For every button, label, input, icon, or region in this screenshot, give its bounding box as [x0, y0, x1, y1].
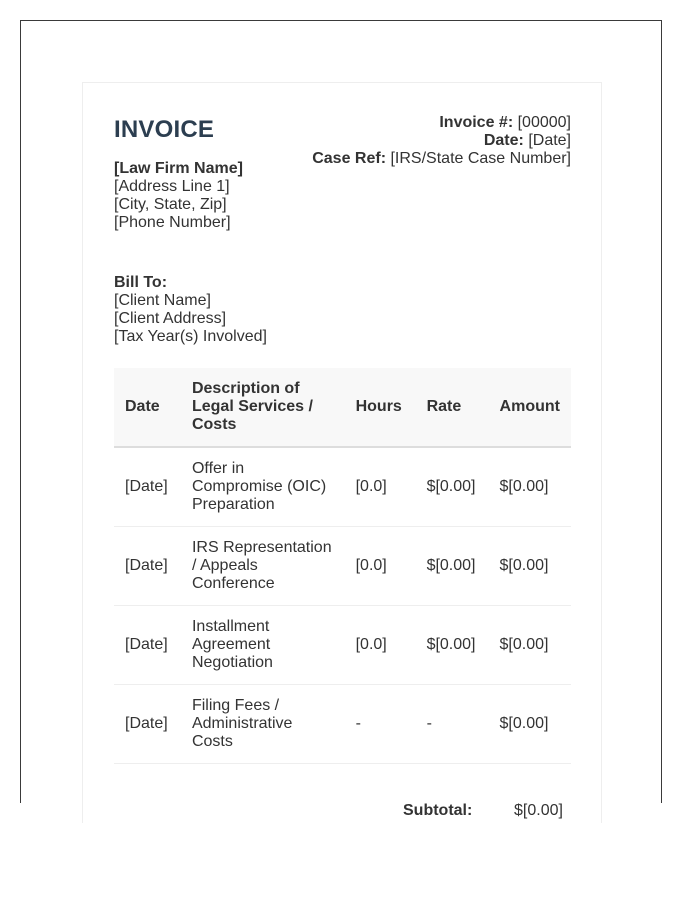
row-desc-line: Conference	[191, 574, 275, 592]
row-hours: -	[345, 684, 416, 763]
row-description	[181, 526, 345, 605]
row-date: [Date]	[114, 526, 181, 605]
invoice-meta	[312, 114, 571, 168]
row-amount: $[0.00]	[489, 526, 571, 605]
bill-to-label: Bill To:	[114, 274, 168, 291]
header-date: Date	[114, 368, 181, 447]
row-desc-line: Compromise (OIC)	[191, 477, 327, 495]
row-desc-line: Preparation	[191, 495, 275, 513]
header-desc-line: Legal Services /	[191, 398, 313, 415]
row-rate: -	[416, 684, 489, 763]
row-desc-line: / Appeals	[191, 556, 258, 574]
header-rate: Rate	[416, 368, 489, 447]
row-rate: $[0.00]	[416, 447, 489, 526]
tax-years: [Tax Year(s) Involved]	[114, 328, 267, 345]
table-row	[114, 447, 571, 526]
document-frame	[20, 20, 662, 819]
row-hours: [0.0]	[345, 605, 416, 684]
firm-name: [Law Firm Name]	[114, 160, 243, 177]
client-name: [Client Name]	[114, 292, 211, 309]
invoice-title: INVOICE	[114, 116, 215, 143]
case-ref-label: Case Ref:	[312, 150, 387, 167]
invoice-date-value: [Date]	[528, 132, 571, 149]
row-desc-line: Costs	[191, 732, 233, 750]
invoice-card	[82, 82, 602, 823]
row-description	[181, 447, 345, 526]
firm-city: [City, State, Zip]	[114, 196, 227, 213]
row-amount: $[0.00]	[489, 605, 571, 684]
case-ref-line	[312, 150, 571, 168]
row-rate: $[0.00]	[416, 605, 489, 684]
row-description	[181, 684, 345, 763]
invoice-number-line	[312, 114, 571, 132]
firm-info	[114, 160, 243, 232]
row-rate: $[0.00]	[416, 526, 489, 605]
client-address: [Client Address]	[114, 310, 227, 327]
subtotal-value: $[0.00]	[514, 802, 563, 819]
table-header-row	[114, 368, 571, 447]
invoice-date-label: Date:	[483, 132, 524, 149]
row-date: [Date]	[114, 684, 181, 763]
row-desc-line: Installment	[191, 617, 270, 635]
row-amount: $[0.00]	[489, 447, 571, 526]
row-desc-line: Administrative	[191, 714, 293, 732]
row-desc-line: Negotiation	[191, 653, 273, 671]
header-desc-line: Description of	[191, 380, 300, 397]
firm-address: [Address Line 1]	[114, 178, 230, 195]
row-hours: [0.0]	[345, 447, 416, 526]
row-desc-line: Agreement	[191, 635, 271, 653]
invoice-number-value: [00000]	[517, 114, 571, 131]
row-desc-line: Filing Fees /	[191, 696, 280, 714]
header-hours: Hours	[345, 368, 416, 447]
row-desc-line: Offer in	[191, 459, 245, 477]
firm-phone: [Phone Number]	[114, 214, 231, 231]
table-row	[114, 684, 571, 763]
row-amount: $[0.00]	[489, 684, 571, 763]
table-row	[114, 526, 571, 605]
header-description	[181, 368, 345, 447]
table-row	[114, 605, 571, 684]
bill-to	[114, 274, 267, 346]
invoice-number-label: Invoice #:	[439, 114, 514, 131]
row-date: [Date]	[114, 605, 181, 684]
row-date: [Date]	[114, 447, 181, 526]
header-amount: Amount	[489, 368, 571, 447]
invoice-date-line	[312, 132, 571, 150]
subtotal-label: Subtotal:	[403, 802, 473, 819]
line-items-table	[114, 368, 571, 764]
case-ref-value: [IRS/State Case Number]	[390, 150, 571, 167]
row-hours: [0.0]	[345, 526, 416, 605]
header-desc-line: Costs	[191, 416, 237, 433]
row-description	[181, 605, 345, 684]
row-desc-line: IRS Representation	[191, 538, 332, 556]
